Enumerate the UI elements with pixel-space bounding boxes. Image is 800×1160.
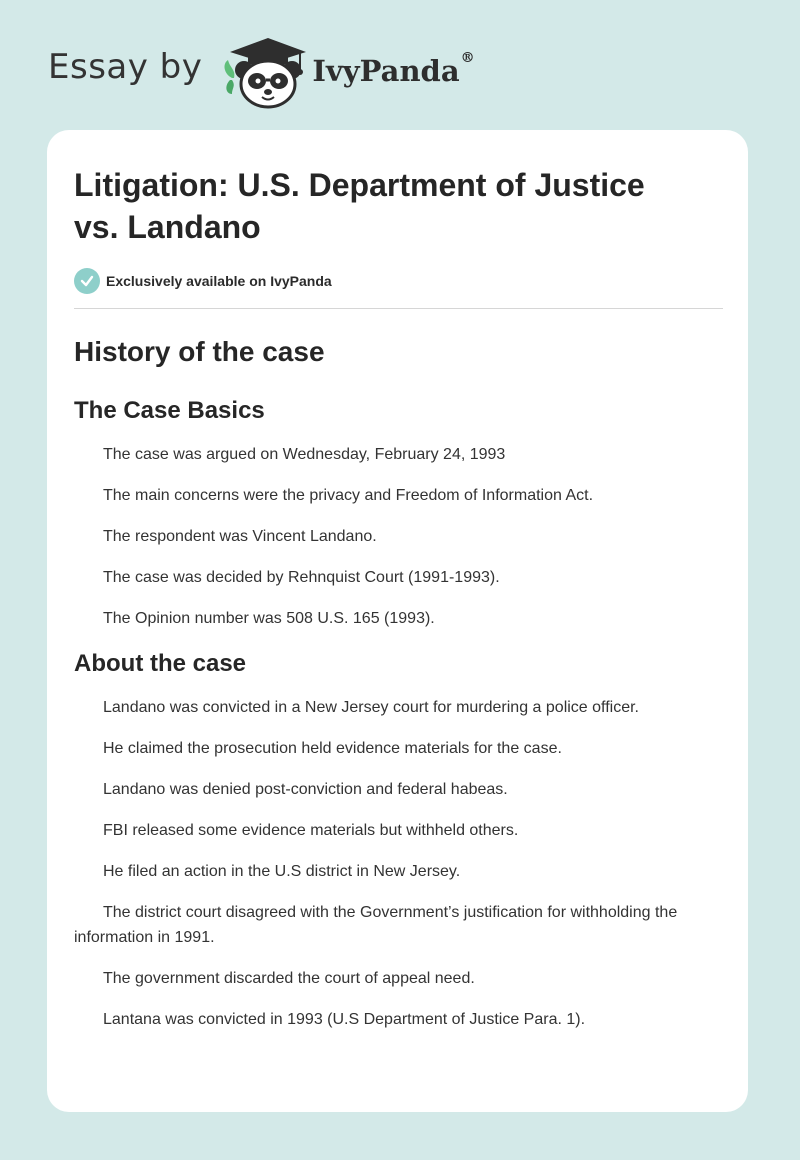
paragraph: The main concerns were the privacy and Freedom of Information Act. xyxy=(103,487,594,504)
check-icon xyxy=(74,268,100,294)
case-basics-list xyxy=(74,442,722,631)
exclusive-badge xyxy=(74,268,722,294)
divider xyxy=(74,308,723,309)
about-case-heading: About the case xyxy=(74,650,247,677)
section-heading: History of the case xyxy=(74,336,325,367)
about-case-list xyxy=(74,695,722,1032)
essay-card xyxy=(47,130,748,1112)
paragraph: He claimed the prosecution held evidence materials for the case. xyxy=(103,740,562,757)
paragraph: He filed an action in the U.S district in New Jersey. xyxy=(103,863,461,880)
paragraph: The respondent was Vincent Landano. xyxy=(103,528,377,545)
case-basics-heading: The Case Basics xyxy=(74,397,265,424)
panda-graduate-icon xyxy=(220,34,310,110)
page-title: Litigation: U.S. Department of Justice vs. Landano xyxy=(74,167,645,245)
paragraph: FBI released some evidence materials but withheld others. xyxy=(103,822,519,839)
paragraph: Landano was denied post-conviction and federal habeas. xyxy=(103,781,508,798)
paragraph: Landano was convicted in a New Jersey court for murdering a police officer. xyxy=(103,699,639,716)
paragraph: The case was decided by Rehnquist Court (1991-1993). xyxy=(103,569,500,586)
brand-header xyxy=(48,34,475,110)
paragraph: The government discarded the court of appeal need. xyxy=(103,970,475,987)
brand-name: IvyPanda® xyxy=(312,50,475,88)
registered-mark: ® xyxy=(460,50,475,66)
paragraph: The case was argued on Wednesday, February 24, 1993 xyxy=(103,446,506,463)
badge-text: Exclusively available on IvyPanda xyxy=(106,273,332,289)
paragraph: The Opinion number was 508 U.S. 165 (1993). xyxy=(103,610,435,627)
brand-prefix: Essay by xyxy=(48,47,203,87)
paragraph: The district court disagreed with the Government’s justification for withholding the information in 1991. xyxy=(74,904,678,946)
paragraph: Lantana was convicted in 1993 (U.S Department of Justice Para. 1). xyxy=(103,1011,586,1028)
